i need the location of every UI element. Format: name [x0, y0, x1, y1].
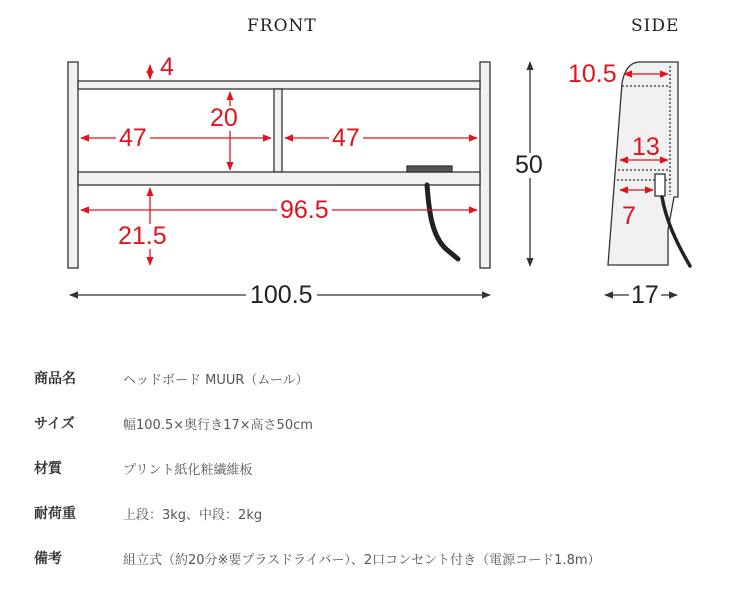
front-top-board: [78, 81, 480, 89]
spec-label: 商品名: [34, 371, 76, 387]
lower-height-label: 21.5: [118, 222, 167, 250]
side-outlet: [655, 174, 665, 196]
front-middle-shelf: [78, 172, 480, 185]
left-width-label: 47: [116, 126, 150, 151]
total-depth-label: 17: [631, 281, 659, 309]
side-panel: [608, 62, 678, 265]
front-outlet: [407, 166, 452, 172]
spec-label: 備考: [34, 551, 62, 567]
front-divider: [274, 89, 282, 172]
spec-label: 耐荷重: [34, 506, 76, 522]
spec-value: ヘッドボード MUUR（ムール）: [123, 373, 309, 388]
total-height-label: 50: [515, 151, 543, 179]
spec-value: プリント紙化粧繊維板: [123, 463, 253, 478]
compartment-height-label: 20: [210, 104, 238, 132]
inner-width-label: 96.5: [277, 198, 332, 223]
right-width-label: 47: [329, 126, 363, 151]
side-top-depth-label: 10.5: [568, 60, 617, 88]
spec-value: 組立式（約20分※要プラスドライバー）、2口コンセント付き（電源コード1.8m）: [123, 553, 601, 568]
spec-value: 上段：3kg、中段：2kg: [123, 508, 263, 523]
side-view-outline: [608, 62, 678, 265]
front-view-title: FRONT: [247, 16, 317, 36]
spec-value: 幅100.5×奥行き17×高さ50cm: [123, 418, 313, 433]
front-right-leg: [480, 62, 490, 268]
side-outlet-depth-label: 7: [622, 202, 636, 230]
total-width-label: 100.5: [246, 283, 317, 308]
top-gap-label: 4: [160, 53, 174, 81]
front-power-cord: [427, 185, 458, 259]
spec-label: サイズ: [34, 416, 75, 432]
front-left-leg: [68, 62, 78, 268]
side-middle-depth-label: 13: [632, 133, 660, 161]
side-view-title: SIDE: [631, 16, 680, 36]
spec-label: 材質: [34, 461, 62, 477]
